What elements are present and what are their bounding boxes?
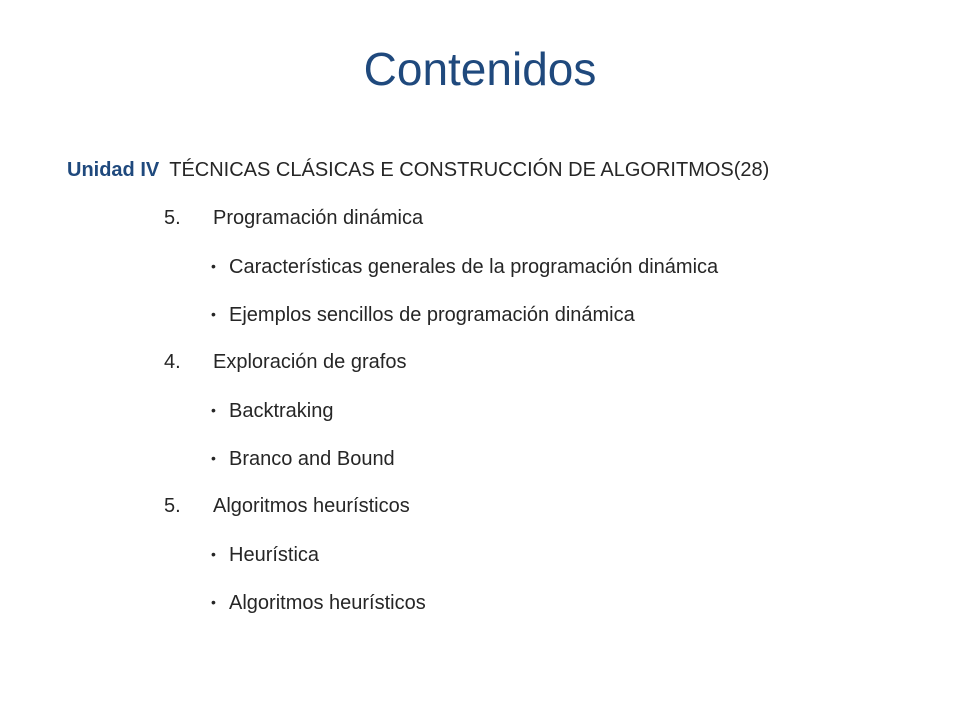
bullet-item (67, 538, 927, 586)
bullet-item (67, 394, 927, 442)
bullet-icon: • (211, 258, 216, 274)
slide-title: Contenidos (363, 43, 597, 95)
bullet-text: Backtraking (229, 400, 334, 422)
section-item (67, 346, 927, 394)
section-number: 4. (164, 351, 181, 373)
bullet-text: Heurística (229, 544, 320, 566)
bullet-text: Características generales de la programación dinámica (229, 256, 719, 278)
section-number: 5. (164, 207, 181, 229)
bullet-icon: • (211, 450, 216, 466)
bullet-item (67, 298, 927, 346)
bullet-item (67, 586, 927, 634)
bullet-icon: • (211, 402, 216, 418)
section-label: Algoritmos heurísticos (213, 495, 410, 517)
bullet-text: Ejemplos sencillos de programación dinámica (229, 304, 635, 326)
bullet-icon: • (211, 594, 216, 610)
unit-label: Unidad IV (67, 159, 160, 181)
unit-title: TÉCNICAS CLÁSICAS E CONSTRUCCIÓN DE ALGORITMOS(28) (169, 159, 770, 181)
unit-heading (67, 154, 927, 202)
section-item (67, 202, 927, 250)
section-number: 5. (164, 495, 181, 517)
bullet-item (67, 250, 927, 298)
slide-content (67, 154, 927, 634)
bullet-icon: • (211, 546, 216, 562)
bullet-text: Branco and Bound (229, 448, 395, 470)
section-label: Programación dinámica (213, 207, 424, 229)
bullet-text: Algoritmos heurísticos (229, 592, 426, 614)
bullet-icon: • (211, 306, 216, 322)
section-label: Exploración de grafos (213, 351, 407, 373)
section-item (67, 490, 927, 538)
bullet-item (67, 442, 927, 490)
